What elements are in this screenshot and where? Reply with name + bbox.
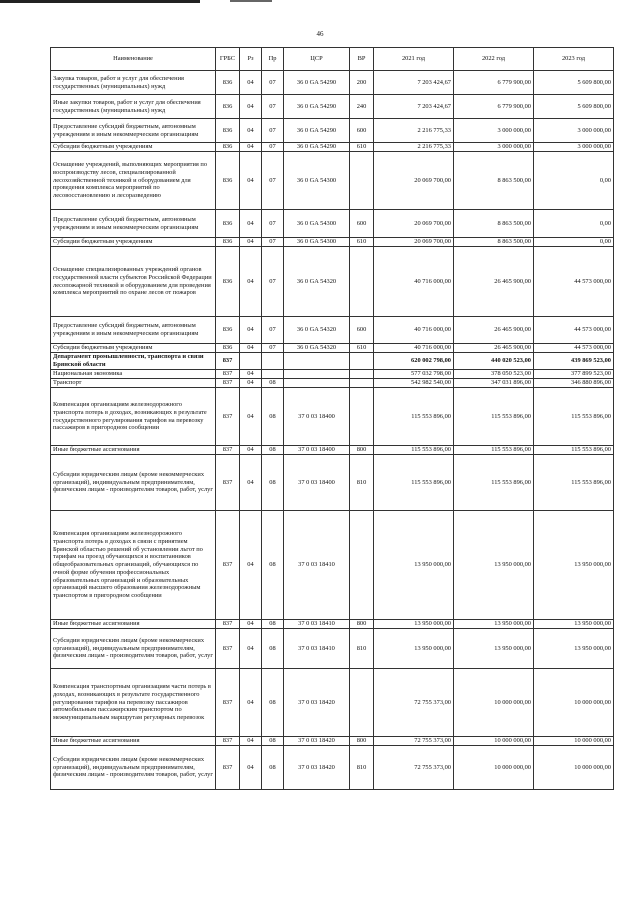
cell-y2022: 13 950 000,00	[454, 511, 534, 620]
cell-csr: 37 0 03 18400	[284, 455, 350, 511]
table-row	[51, 629, 614, 669]
cell-rz: 04	[240, 446, 262, 455]
cell-rz: 04	[240, 370, 262, 379]
cell-y2023: 13 950 000,00	[534, 620, 614, 629]
cell-name: Субсидии юридическим лицам (кроме некоммерческих организаций), индивидуальным предпринимателям, физическим лицам - производителям товаров, работ, услуг	[51, 629, 216, 669]
cell-pr: 08	[262, 455, 284, 511]
cell-name: Субсидии бюджетным учреждениям	[51, 344, 216, 353]
cell-y2021: 72 755 373,00	[374, 669, 454, 737]
cell-y2022: 13 950 000,00	[454, 620, 534, 629]
cell-name: Субсидии юридическим лицам (кроме некоммерческих организаций), индивидуальным предпринимателям, физическим лицам - производителям товаров, работ, услуг	[51, 455, 216, 511]
table-row	[51, 620, 614, 629]
cell-name: Транспорт	[51, 379, 216, 388]
cell-csr: 36 0 GA 54290	[284, 95, 350, 119]
cell-grbs: 837	[216, 446, 240, 455]
cell-grbs: 836	[216, 238, 240, 247]
cell-y2023: 439 869 523,00	[534, 353, 614, 370]
cell-y2021: 7 203 424,67	[374, 95, 454, 119]
cell-rz: 04	[240, 388, 262, 446]
cell-pr: 07	[262, 119, 284, 143]
cell-vr: 600	[350, 317, 374, 344]
table-row	[51, 669, 614, 737]
table-row	[51, 238, 614, 247]
cell-csr: 36 0 GA 54290	[284, 119, 350, 143]
cell-name: Оснащение специализированных учреждений органов государственной власти субъектов Российской Федерации лесопожарной техникой и оборудованием для проведения комплекса мероприятий по охране лесов от пожаров	[51, 247, 216, 317]
cell-rz: 04	[240, 629, 262, 669]
cell-csr: 37 0 03 18420	[284, 737, 350, 746]
cell-y2022: 115 553 896,00	[454, 446, 534, 455]
cell-y2022: 3 000 000,00	[454, 143, 534, 152]
cell-y2023: 3 000 000,00	[534, 143, 614, 152]
cell-csr: 36 0 GA 54290	[284, 71, 350, 95]
cell-name: Предоставление субсидий бюджетным, автономным учреждениям и иным некоммерческим организациям	[51, 210, 216, 238]
cell-rz: 04	[240, 247, 262, 317]
cell-csr	[284, 353, 350, 370]
cell-pr: 08	[262, 511, 284, 620]
cell-grbs: 837	[216, 620, 240, 629]
cell-y2021: 13 950 000,00	[374, 629, 454, 669]
cell-vr: 610	[350, 238, 374, 247]
cell-csr: 36 0 GA 54320	[284, 344, 350, 353]
cell-rz: 04	[240, 379, 262, 388]
cell-pr: 08	[262, 629, 284, 669]
cell-pr: 07	[262, 71, 284, 95]
cell-y2022: 8 863 500,00	[454, 152, 534, 210]
cell-rz: 04	[240, 238, 262, 247]
cell-rz: 04	[240, 620, 262, 629]
table-row	[51, 388, 614, 446]
header-2021: 2021 год	[374, 48, 454, 71]
cell-y2023: 5 609 800,00	[534, 71, 614, 95]
cell-csr: 36 0 GA 54320	[284, 247, 350, 317]
cell-csr: 37 0 03 18410	[284, 629, 350, 669]
table-row	[51, 511, 614, 620]
cell-y2022: 10 000 000,00	[454, 737, 534, 746]
header-vr: ВР	[350, 48, 374, 71]
cell-csr: 36 0 GA 54290	[284, 143, 350, 152]
cell-y2021: 40 716 000,00	[374, 317, 454, 344]
cell-name: Иные бюджетные ассигнования	[51, 620, 216, 629]
cell-y2021: 115 553 896,00	[374, 455, 454, 511]
cell-name: Компенсация организациям железнодорожного транспорта потерь в доходах, возникающих в результате государственного регулирования тарифов на перевозку пассажиров в пригородном сообщении	[51, 388, 216, 446]
cell-pr: 08	[262, 620, 284, 629]
cell-y2021: 115 553 896,00	[374, 388, 454, 446]
cell-y2023: 115 553 896,00	[534, 446, 614, 455]
header-name: Наименование	[51, 48, 216, 71]
cell-pr: 08	[262, 746, 284, 790]
cell-pr: 08	[262, 737, 284, 746]
cell-grbs: 837	[216, 746, 240, 790]
table-row	[51, 247, 614, 317]
cell-csr: 37 0 03 18420	[284, 746, 350, 790]
cell-y2022: 26 465 900,00	[454, 317, 534, 344]
cell-rz: 04	[240, 511, 262, 620]
cell-y2021: 72 755 373,00	[374, 746, 454, 790]
cell-y2022: 8 863 500,00	[454, 210, 534, 238]
cell-y2023: 13 950 000,00	[534, 629, 614, 669]
cell-grbs: 836	[216, 143, 240, 152]
cell-y2022: 26 465 900,00	[454, 344, 534, 353]
table-header-row	[51, 48, 614, 71]
header-grbs: ГРБС	[216, 48, 240, 71]
cell-csr: 36 0 GA 54320	[284, 317, 350, 344]
cell-pr: 07	[262, 247, 284, 317]
cell-name: Национальная экономика	[51, 370, 216, 379]
cell-name: Компенсация транспортным организациям части потерь в доходах, возникающих в результате государственного регулирования тарифов на перевозку пассажиров автомобильным пассажирским транспортом по межмуниципальным маршрутам регулярных перевозок	[51, 669, 216, 737]
table-body	[51, 71, 614, 790]
cell-y2022: 13 950 000,00	[454, 629, 534, 669]
cell-vr: 800	[350, 446, 374, 455]
cell-vr	[350, 247, 374, 317]
cell-rz: 04	[240, 669, 262, 737]
cell-y2022: 347 031 896,00	[454, 379, 534, 388]
header-pr: Пр	[262, 48, 284, 71]
header-csr: ЦСР	[284, 48, 350, 71]
cell-vr: 800	[350, 620, 374, 629]
cell-grbs: 837	[216, 455, 240, 511]
cell-grbs: 836	[216, 344, 240, 353]
cell-y2021: 577 032 798,00	[374, 370, 454, 379]
cell-vr	[350, 379, 374, 388]
cell-pr	[262, 370, 284, 379]
cell-vr	[350, 353, 374, 370]
table-row	[51, 317, 614, 344]
cell-y2023: 3 000 000,00	[534, 119, 614, 143]
cell-pr: 07	[262, 210, 284, 238]
cell-y2022: 6 779 900,00	[454, 95, 534, 119]
cell-y2023: 346 880 896,00	[534, 379, 614, 388]
cell-pr: 07	[262, 344, 284, 353]
cell-y2021: 40 716 000,00	[374, 247, 454, 317]
table-row	[51, 143, 614, 152]
cell-y2021: 2 216 775,33	[374, 119, 454, 143]
cell-pr: 07	[262, 143, 284, 152]
cell-grbs: 837	[216, 669, 240, 737]
cell-vr: 200	[350, 71, 374, 95]
table-row	[51, 152, 614, 210]
cell-vr: 600	[350, 210, 374, 238]
cell-y2022: 3 000 000,00	[454, 119, 534, 143]
table-row	[51, 746, 614, 790]
page-number: 46	[316, 30, 324, 38]
cell-y2023: 115 553 896,00	[534, 388, 614, 446]
cell-y2023: 5 609 800,00	[534, 95, 614, 119]
header-rz: Рз	[240, 48, 262, 71]
cell-y2022: 26 465 900,00	[454, 247, 534, 317]
cell-pr: 08	[262, 446, 284, 455]
cell-y2023: 0,00	[534, 152, 614, 210]
cell-name: Департамент промышленности, транспорта и связи Брянской области	[51, 353, 216, 370]
table-row	[51, 344, 614, 353]
cell-rz: 04	[240, 152, 262, 210]
cell-y2021: 40 716 000,00	[374, 344, 454, 353]
cell-y2023: 0,00	[534, 238, 614, 247]
table-row	[51, 95, 614, 119]
scan-artifact-line	[0, 0, 200, 3]
cell-y2021: 115 553 896,00	[374, 446, 454, 455]
cell-rz: 04	[240, 737, 262, 746]
scan-artifact-line	[230, 0, 272, 2]
cell-pr: 07	[262, 238, 284, 247]
cell-name: Иные бюджетные ассигнования	[51, 737, 216, 746]
cell-pr: 08	[262, 669, 284, 737]
cell-pr: 08	[262, 388, 284, 446]
cell-pr	[262, 353, 284, 370]
cell-y2023: 115 553 896,00	[534, 455, 614, 511]
cell-grbs: 836	[216, 152, 240, 210]
cell-rz: 04	[240, 210, 262, 238]
cell-name: Предоставление субсидий бюджетным, автономным учреждениям и иным некоммерческим организациям	[51, 119, 216, 143]
cell-rz: 04	[240, 317, 262, 344]
cell-grbs: 837	[216, 388, 240, 446]
cell-vr: 240	[350, 95, 374, 119]
cell-csr: 37 0 03 18410	[284, 620, 350, 629]
cell-name: Закупка товаров, работ и услуг для обеспечения государственных (муниципальных) нужд	[51, 71, 216, 95]
cell-y2023: 44 573 000,00	[534, 247, 614, 317]
budget-table	[50, 47, 614, 790]
cell-csr	[284, 370, 350, 379]
cell-pr: 08	[262, 379, 284, 388]
cell-grbs: 837	[216, 737, 240, 746]
table-row	[51, 379, 614, 388]
cell-rz	[240, 353, 262, 370]
cell-grbs: 836	[216, 247, 240, 317]
cell-grbs: 837	[216, 511, 240, 620]
cell-csr: 36 0 GA 54300	[284, 152, 350, 210]
cell-y2021: 13 950 000,00	[374, 511, 454, 620]
cell-name: Предоставление субсидий бюджетным, автономным учреждениям и иным некоммерческим организациям	[51, 317, 216, 344]
cell-rz: 04	[240, 71, 262, 95]
cell-name: Компенсация организациям железнодорожного транспорта потерь в доходах в связи с принятием Брянской областью решений об установлении льгот по тарифам на проезд обучающихся и воспитанников общеобразовательных организаций, обучающихся по очной форме обучения профессиональных образовательных организаций и образовательных организаций высшего образования железнодорожным транспортом в пригородном сообщении	[51, 511, 216, 620]
cell-y2022: 440 020 523,00	[454, 353, 534, 370]
cell-y2023: 44 573 000,00	[534, 317, 614, 344]
cell-rz: 04	[240, 143, 262, 152]
cell-y2023: 13 950 000,00	[534, 511, 614, 620]
cell-y2021: 542 982 540,00	[374, 379, 454, 388]
cell-vr: 810	[350, 629, 374, 669]
cell-y2021: 620 002 798,00	[374, 353, 454, 370]
cell-csr: 36 0 GA 54300	[284, 238, 350, 247]
cell-csr	[284, 379, 350, 388]
cell-vr: 800	[350, 737, 374, 746]
cell-grbs: 836	[216, 71, 240, 95]
table-row	[51, 446, 614, 455]
cell-pr: 07	[262, 152, 284, 210]
cell-y2021: 7 203 424,67	[374, 71, 454, 95]
cell-grbs: 837	[216, 353, 240, 370]
cell-csr: 36 0 GA 54300	[284, 210, 350, 238]
cell-name: Иные бюджетные ассигнования	[51, 446, 216, 455]
cell-vr: 610	[350, 344, 374, 353]
cell-csr: 37 0 03 18400	[284, 388, 350, 446]
cell-pr: 07	[262, 317, 284, 344]
cell-y2022: 8 863 500,00	[454, 238, 534, 247]
cell-name: Субсидии юридическим лицам (кроме некоммерческих организаций), индивидуальным предпринимателям, физическим лицам - производителям товаров, работ, услуг	[51, 746, 216, 790]
cell-name: Иные закупки товаров, работ и услуг для обеспечения государственных (муниципальных) нужд	[51, 95, 216, 119]
table-row	[51, 71, 614, 95]
header-2022: 2022 год	[454, 48, 534, 71]
cell-rz: 04	[240, 119, 262, 143]
table-row	[51, 455, 614, 511]
cell-csr: 37 0 03 18410	[284, 511, 350, 620]
cell-name: Субсидии бюджетным учреждениям	[51, 143, 216, 152]
cell-vr: 810	[350, 746, 374, 790]
cell-y2021: 72 755 373,00	[374, 737, 454, 746]
cell-y2021: 20 069 700,00	[374, 210, 454, 238]
cell-grbs: 836	[216, 210, 240, 238]
cell-pr: 07	[262, 95, 284, 119]
cell-vr: 610	[350, 143, 374, 152]
header-2023: 2023 год	[534, 48, 614, 71]
cell-grbs: 837	[216, 629, 240, 669]
cell-grbs: 837	[216, 370, 240, 379]
cell-y2023: 44 573 000,00	[534, 344, 614, 353]
cell-rz: 04	[240, 344, 262, 353]
cell-vr: 810	[350, 455, 374, 511]
cell-vr	[350, 152, 374, 210]
cell-grbs: 836	[216, 317, 240, 344]
cell-vr	[350, 511, 374, 620]
table-row	[51, 370, 614, 379]
cell-y2023: 10 000 000,00	[534, 669, 614, 737]
cell-y2023: 10 000 000,00	[534, 746, 614, 790]
cell-y2022: 115 553 896,00	[454, 455, 534, 511]
table-row	[51, 737, 614, 746]
cell-y2022: 10 000 000,00	[454, 669, 534, 737]
table-row	[51, 210, 614, 238]
cell-grbs: 837	[216, 379, 240, 388]
table-row	[51, 119, 614, 143]
cell-rz: 04	[240, 455, 262, 511]
cell-y2021: 20 069 700,00	[374, 152, 454, 210]
cell-y2022: 6 779 900,00	[454, 71, 534, 95]
cell-y2021: 13 950 000,00	[374, 620, 454, 629]
cell-y2021: 20 069 700,00	[374, 238, 454, 247]
cell-y2023: 377 899 523,00	[534, 370, 614, 379]
cell-vr	[350, 370, 374, 379]
cell-y2022: 115 553 896,00	[454, 388, 534, 446]
cell-y2022: 378 050 523,00	[454, 370, 534, 379]
cell-vr: 600	[350, 119, 374, 143]
cell-name: Субсидии бюджетным учреждениям	[51, 238, 216, 247]
table-row	[51, 353, 614, 370]
cell-csr: 37 0 03 18400	[284, 446, 350, 455]
cell-y2021: 2 216 775,33	[374, 143, 454, 152]
cell-y2023: 10 000 000,00	[534, 737, 614, 746]
cell-grbs: 836	[216, 119, 240, 143]
cell-name: Оснащение учреждений, выполняющих мероприятия по воспроизводству лесов, специализированной лесохозяйственной техникой и оборудованием для проведения комплекса мероприятий по лесовосстановлению и лесоразведению	[51, 152, 216, 210]
cell-grbs: 836	[216, 95, 240, 119]
cell-vr	[350, 388, 374, 446]
cell-y2022: 10 000 000,00	[454, 746, 534, 790]
cell-rz: 04	[240, 746, 262, 790]
cell-vr	[350, 669, 374, 737]
cell-y2023: 0,00	[534, 210, 614, 238]
cell-rz: 04	[240, 95, 262, 119]
cell-csr: 37 0 03 18420	[284, 669, 350, 737]
